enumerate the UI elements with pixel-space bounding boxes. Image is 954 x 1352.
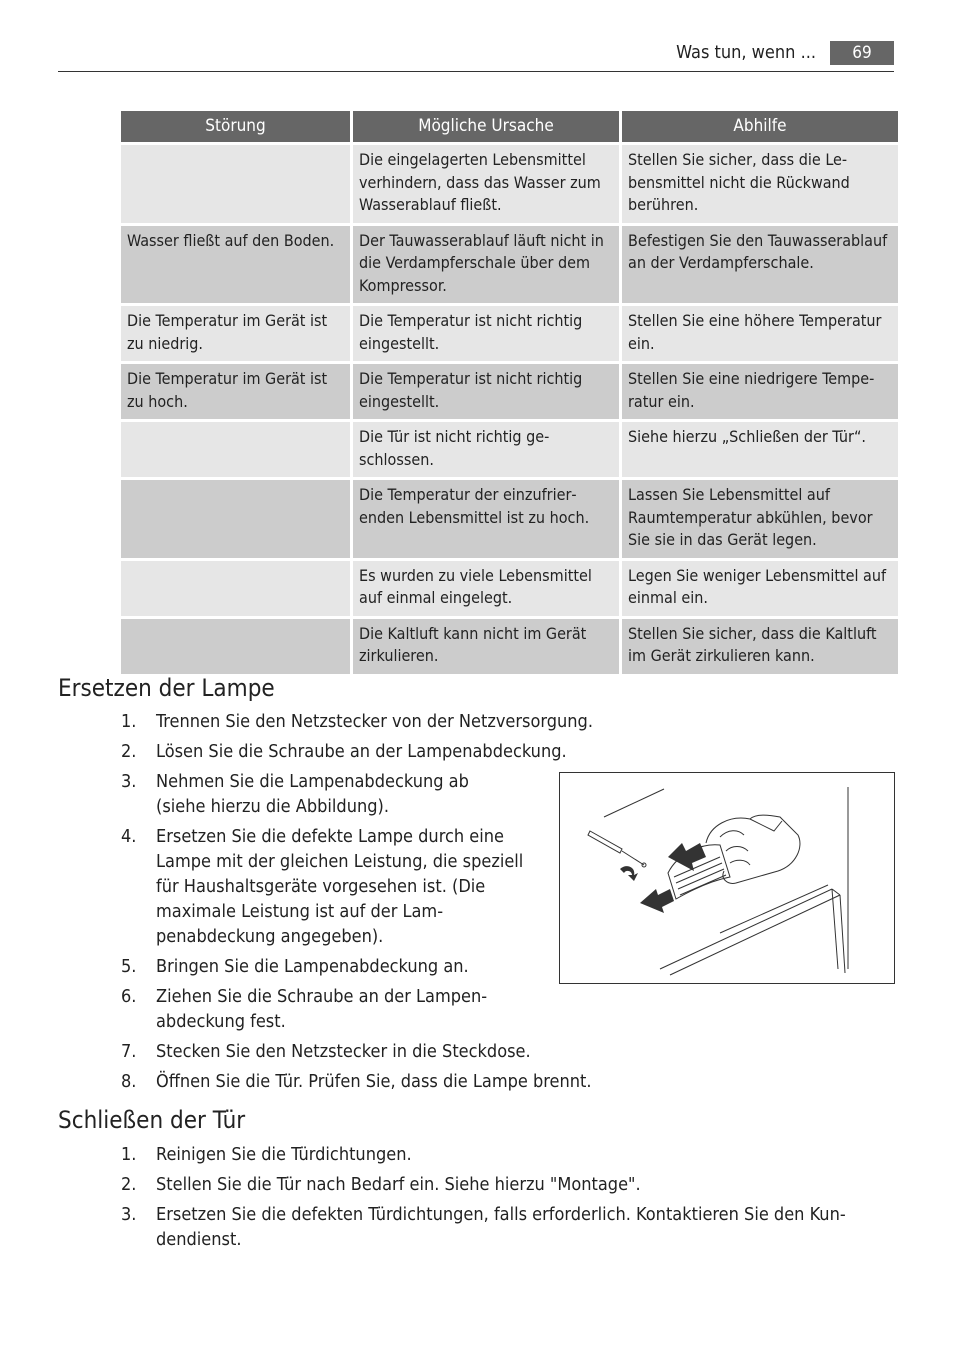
- remedy-cell: Stellen Sie eine niedrigere Temperatur ein.: [622, 364, 898, 419]
- list-item: [121, 1142, 881, 1167]
- table-row: [121, 619, 898, 674]
- cause-cell: Der Tauwasserablauf läuft nicht in die Verdampferschale über dem Kompressor.: [353, 226, 619, 304]
- step-text: Stecken Sie den Netzstecker in die Steckdose.: [156, 1041, 531, 1062]
- step-number: 3.: [121, 1204, 137, 1225]
- column-header-remedy: Abhilfe: [622, 111, 898, 142]
- step-text: Nehmen Sie die Lampenabdeckung ab (siehe hierzu die Abbildung).: [156, 771, 469, 817]
- step-number: 7.: [121, 1041, 137, 1062]
- cause-cell: Die Temperatur der einzufrierenden Lebensmittel ist zu hoch.: [353, 480, 619, 558]
- table-row: [121, 422, 898, 477]
- step-number: 1.: [121, 1144, 137, 1165]
- step-text: Lösen Sie die Schraube an der Lampenabdeckung.: [156, 741, 567, 762]
- step-text: Ziehen Sie die Schraube an der Lampenabdeckung fest.: [156, 986, 488, 1032]
- list-item: [121, 1202, 881, 1252]
- cause-cell: Die Temperatur ist nicht richtig eingestellt.: [353, 364, 619, 419]
- problem-cell: [121, 422, 350, 477]
- cause-cell: Die eingelagerten Lebensmittel verhindern, dass das Wasser zum Wasserablauf fließt.: [353, 145, 619, 223]
- table-row: [121, 226, 898, 304]
- list-item: [121, 984, 541, 1034]
- remedy-cell: Befestigen Sie den Tauwasserablauf an der Verdampferschale.: [622, 226, 898, 304]
- troubleshooting-table: [118, 108, 901, 677]
- page-number: 69: [830, 41, 894, 65]
- cause-cell: Es wurden zu viele Lebensmittel auf einmal eingelegt.: [353, 561, 619, 616]
- table-header-row: [121, 111, 898, 142]
- problem-cell: [121, 619, 350, 674]
- step-number: 2.: [121, 1174, 137, 1195]
- step-number: 5.: [121, 956, 137, 977]
- step-text: Stellen Sie die Tür nach Bedarf ein. Siehe hierzu "Montage".: [156, 1174, 641, 1195]
- table-row: [121, 364, 898, 419]
- step-number: 2.: [121, 741, 137, 762]
- remedy-cell: Stellen Sie eine höhere Temperatur ein.: [622, 306, 898, 361]
- door-section-heading: Schließen der Tür: [58, 1106, 246, 1134]
- step-number: 4.: [121, 826, 137, 847]
- list-item: [121, 1172, 881, 1197]
- remedy-cell: Stellen Sie sicher, dass die Kaltluft im Gerät zirkulieren kann.: [622, 619, 898, 674]
- section-title: Was tun, wenn ...: [676, 42, 816, 63]
- column-header-cause: Mögliche Ursache: [353, 111, 619, 142]
- table-row: [121, 480, 898, 558]
- step-text: Öffnen Sie die Tür. Prüfen Sie, dass die Lampe brennt.: [156, 1071, 592, 1092]
- lamp-cover-figure: [559, 772, 895, 984]
- table-row: [121, 306, 898, 361]
- step-number: 6.: [121, 986, 137, 1007]
- remedy-cell: Stellen Sie sicher, dass die Lebensmittel nicht die Rückwand berühren.: [622, 145, 898, 223]
- step-number: 1.: [121, 711, 137, 732]
- step-text: Trennen Sie den Netzstecker von der Netzversorgung.: [156, 711, 593, 732]
- cause-cell: Die Temperatur ist nicht richtig eingestellt.: [353, 306, 619, 361]
- lamp-cover-removal-icon: [560, 773, 894, 983]
- table-row: [121, 561, 898, 616]
- problem-cell: [121, 480, 350, 558]
- remedy-cell: Siehe hierzu „Schließen der Tür“.: [622, 422, 898, 477]
- list-item: [121, 954, 551, 979]
- table-row: [121, 145, 898, 223]
- lamp-section-heading: Ersetzen der Lampe: [58, 674, 275, 702]
- list-item: [121, 1069, 756, 1094]
- step-number: 3.: [121, 771, 137, 792]
- cause-cell: Die Kaltluft kann nicht im Gerät zirkulieren.: [353, 619, 619, 674]
- problem-cell: [121, 561, 350, 616]
- door-steps-list: [121, 1142, 881, 1257]
- page-header: [58, 40, 894, 72]
- list-item: [121, 1039, 756, 1064]
- step-text: Ersetzen Sie die defekten Türdichtungen, falls erforderlich. Kontaktieren Sie den Kundendienst.: [156, 1204, 846, 1250]
- list-item: [121, 709, 656, 734]
- list-item: [121, 769, 516, 819]
- cause-cell: Die Tür ist nicht richtig geschlossen.: [353, 422, 619, 477]
- problem-cell: Die Temperatur im Gerät ist zu niedrig.: [121, 306, 350, 361]
- remedy-cell: Lassen Sie Lebensmittel auf Raumtemperatur abkühlen, bevor Sie sie in das Gerät legen.: [622, 480, 898, 558]
- list-item: [121, 824, 551, 949]
- step-number: 8.: [121, 1071, 137, 1092]
- remedy-cell: Legen Sie weniger Lebensmittel auf einmal ein.: [622, 561, 898, 616]
- problem-cell: Wasser fließt auf den Boden.: [121, 226, 350, 304]
- step-text: Ersetzen Sie die defekte Lampe durch eine Lampe mit der gleichen Leistung, die speziell für Haushaltsgeräte vorgesehen ist. (Die maximale Leistung ist auf der Lampenabdeckung angegeben).: [156, 826, 524, 947]
- step-text: Reinigen Sie die Türdichtungen.: [156, 1144, 412, 1165]
- column-header-problem: Störung: [121, 111, 350, 142]
- problem-cell: Die Temperatur im Gerät ist zu hoch.: [121, 364, 350, 419]
- problem-cell: [121, 145, 350, 223]
- list-item: [121, 739, 656, 764]
- step-text: Bringen Sie die Lampenabdeckung an.: [156, 956, 469, 977]
